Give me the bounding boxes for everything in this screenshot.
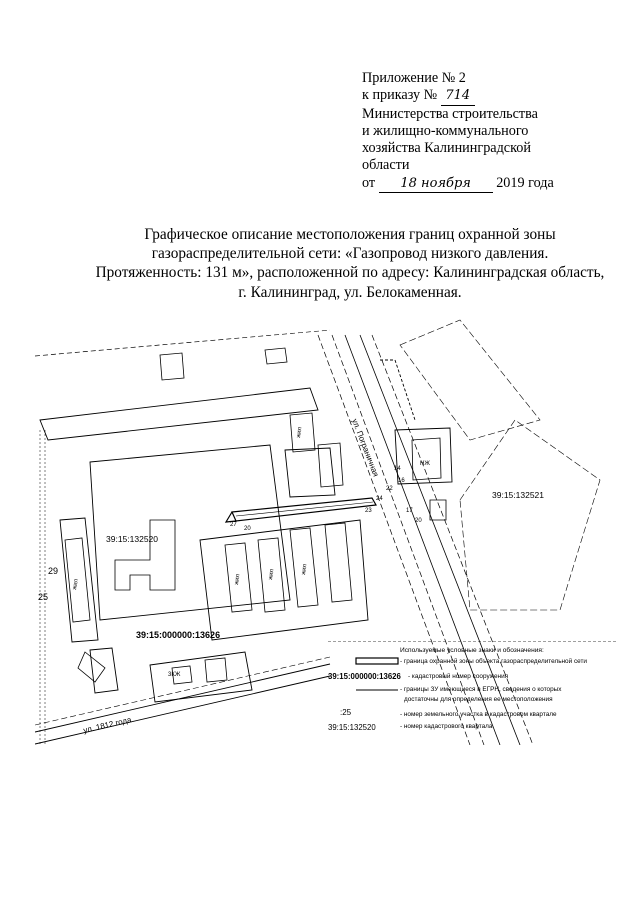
- date-suffix: 2019 года: [496, 174, 554, 191]
- date-handwritten: 18 ноября: [379, 175, 493, 193]
- legend-symbol-parcel: :25: [340, 708, 352, 717]
- title-line-2: газораспределительной сети: «Газопровод низкого давления.: [151, 245, 549, 263]
- legend-symbol-structure: 39:15:000000:13626: [328, 672, 401, 681]
- date-prefix: от: [362, 174, 376, 191]
- building-label: жил: [268, 568, 276, 581]
- title-line-3: Протяженность: 131 м», расположенной по адресу: Калининградская область,: [95, 264, 605, 282]
- legend: [326, 641, 616, 746]
- legend-item-zone: - граница охранной зоны объекта газораспределительной сети: [400, 658, 587, 665]
- legend-item-parcel: - номер земельного участка в кадастровом квартале: [400, 711, 557, 718]
- quarter-label-left: 39:15:132520: [106, 534, 158, 544]
- street-1812: [35, 657, 330, 744]
- parcel-label-17: 17: [406, 508, 413, 514]
- legend-item-boundaries-cont: достаточны для определения ее местоположения: [404, 696, 553, 703]
- order-number-handwritten: 714: [441, 87, 475, 105]
- appendix-line-1: Приложение № 2: [362, 70, 466, 86]
- appendix-line-3: Министерства строительства: [362, 105, 538, 122]
- parcel-label-20b: 20: [415, 518, 422, 524]
- order-prefix: к приказу №: [362, 87, 438, 104]
- street-label-1812: ул. 1812 года: [82, 715, 133, 735]
- building-label: жил: [296, 426, 304, 439]
- parcel-label-14: 14: [394, 466, 401, 472]
- building-label: 3КЖ: [168, 672, 181, 678]
- parcel-label-25: 25: [38, 592, 49, 602]
- building-label: жил: [234, 573, 242, 586]
- legend-item-structure: - кадастровый номер сооружения: [408, 673, 509, 680]
- title-line-1: Графическое описание местоположения границ охранной зоны: [144, 226, 556, 243]
- parcel-label-22: 22: [386, 486, 393, 492]
- appendix-line-5: хозяйства Калининградской: [362, 140, 531, 157]
- protection-zone-boundary: [226, 498, 376, 522]
- buildings: [65, 348, 446, 684]
- parcel-label-16: 16: [398, 478, 405, 484]
- legend-heading: Используемые условные знаки и обозначения:: [400, 647, 544, 654]
- hatching: [40, 430, 45, 745]
- quarter-label-right: 39:15:132521: [492, 490, 544, 500]
- parcel-label-20: 20: [244, 526, 251, 532]
- structure-number-label: 39:15:000000:13626: [136, 630, 221, 640]
- parcel-label-29: 29: [48, 566, 59, 576]
- legend-item-boundaries: - границы ЗУ имеющиеся в ЕГРН, сведения о которых: [400, 686, 562, 693]
- parcel-label-27: 27: [230, 522, 237, 528]
- legend-item-quarter: - номер кадастрового квартала: [400, 723, 493, 730]
- building-label: НЖ: [420, 461, 430, 467]
- legend-symbol-quarter: 39:15:132520: [328, 723, 376, 732]
- building-label: жил: [301, 563, 309, 576]
- appendix-line-6: области: [362, 157, 410, 174]
- legend-zone-symbol: [356, 658, 398, 664]
- title-line-4: г. Калининград, ул. Белокаменная.: [238, 283, 462, 301]
- appendix-line-4: и жилищно-коммунального: [362, 122, 529, 139]
- building-label: жил: [72, 578, 80, 591]
- parcel-label-23: 23: [365, 508, 372, 514]
- parcel-label-24: 24: [376, 496, 383, 502]
- street-label-pogranichnaya: ул. Пограничная: [350, 417, 381, 478]
